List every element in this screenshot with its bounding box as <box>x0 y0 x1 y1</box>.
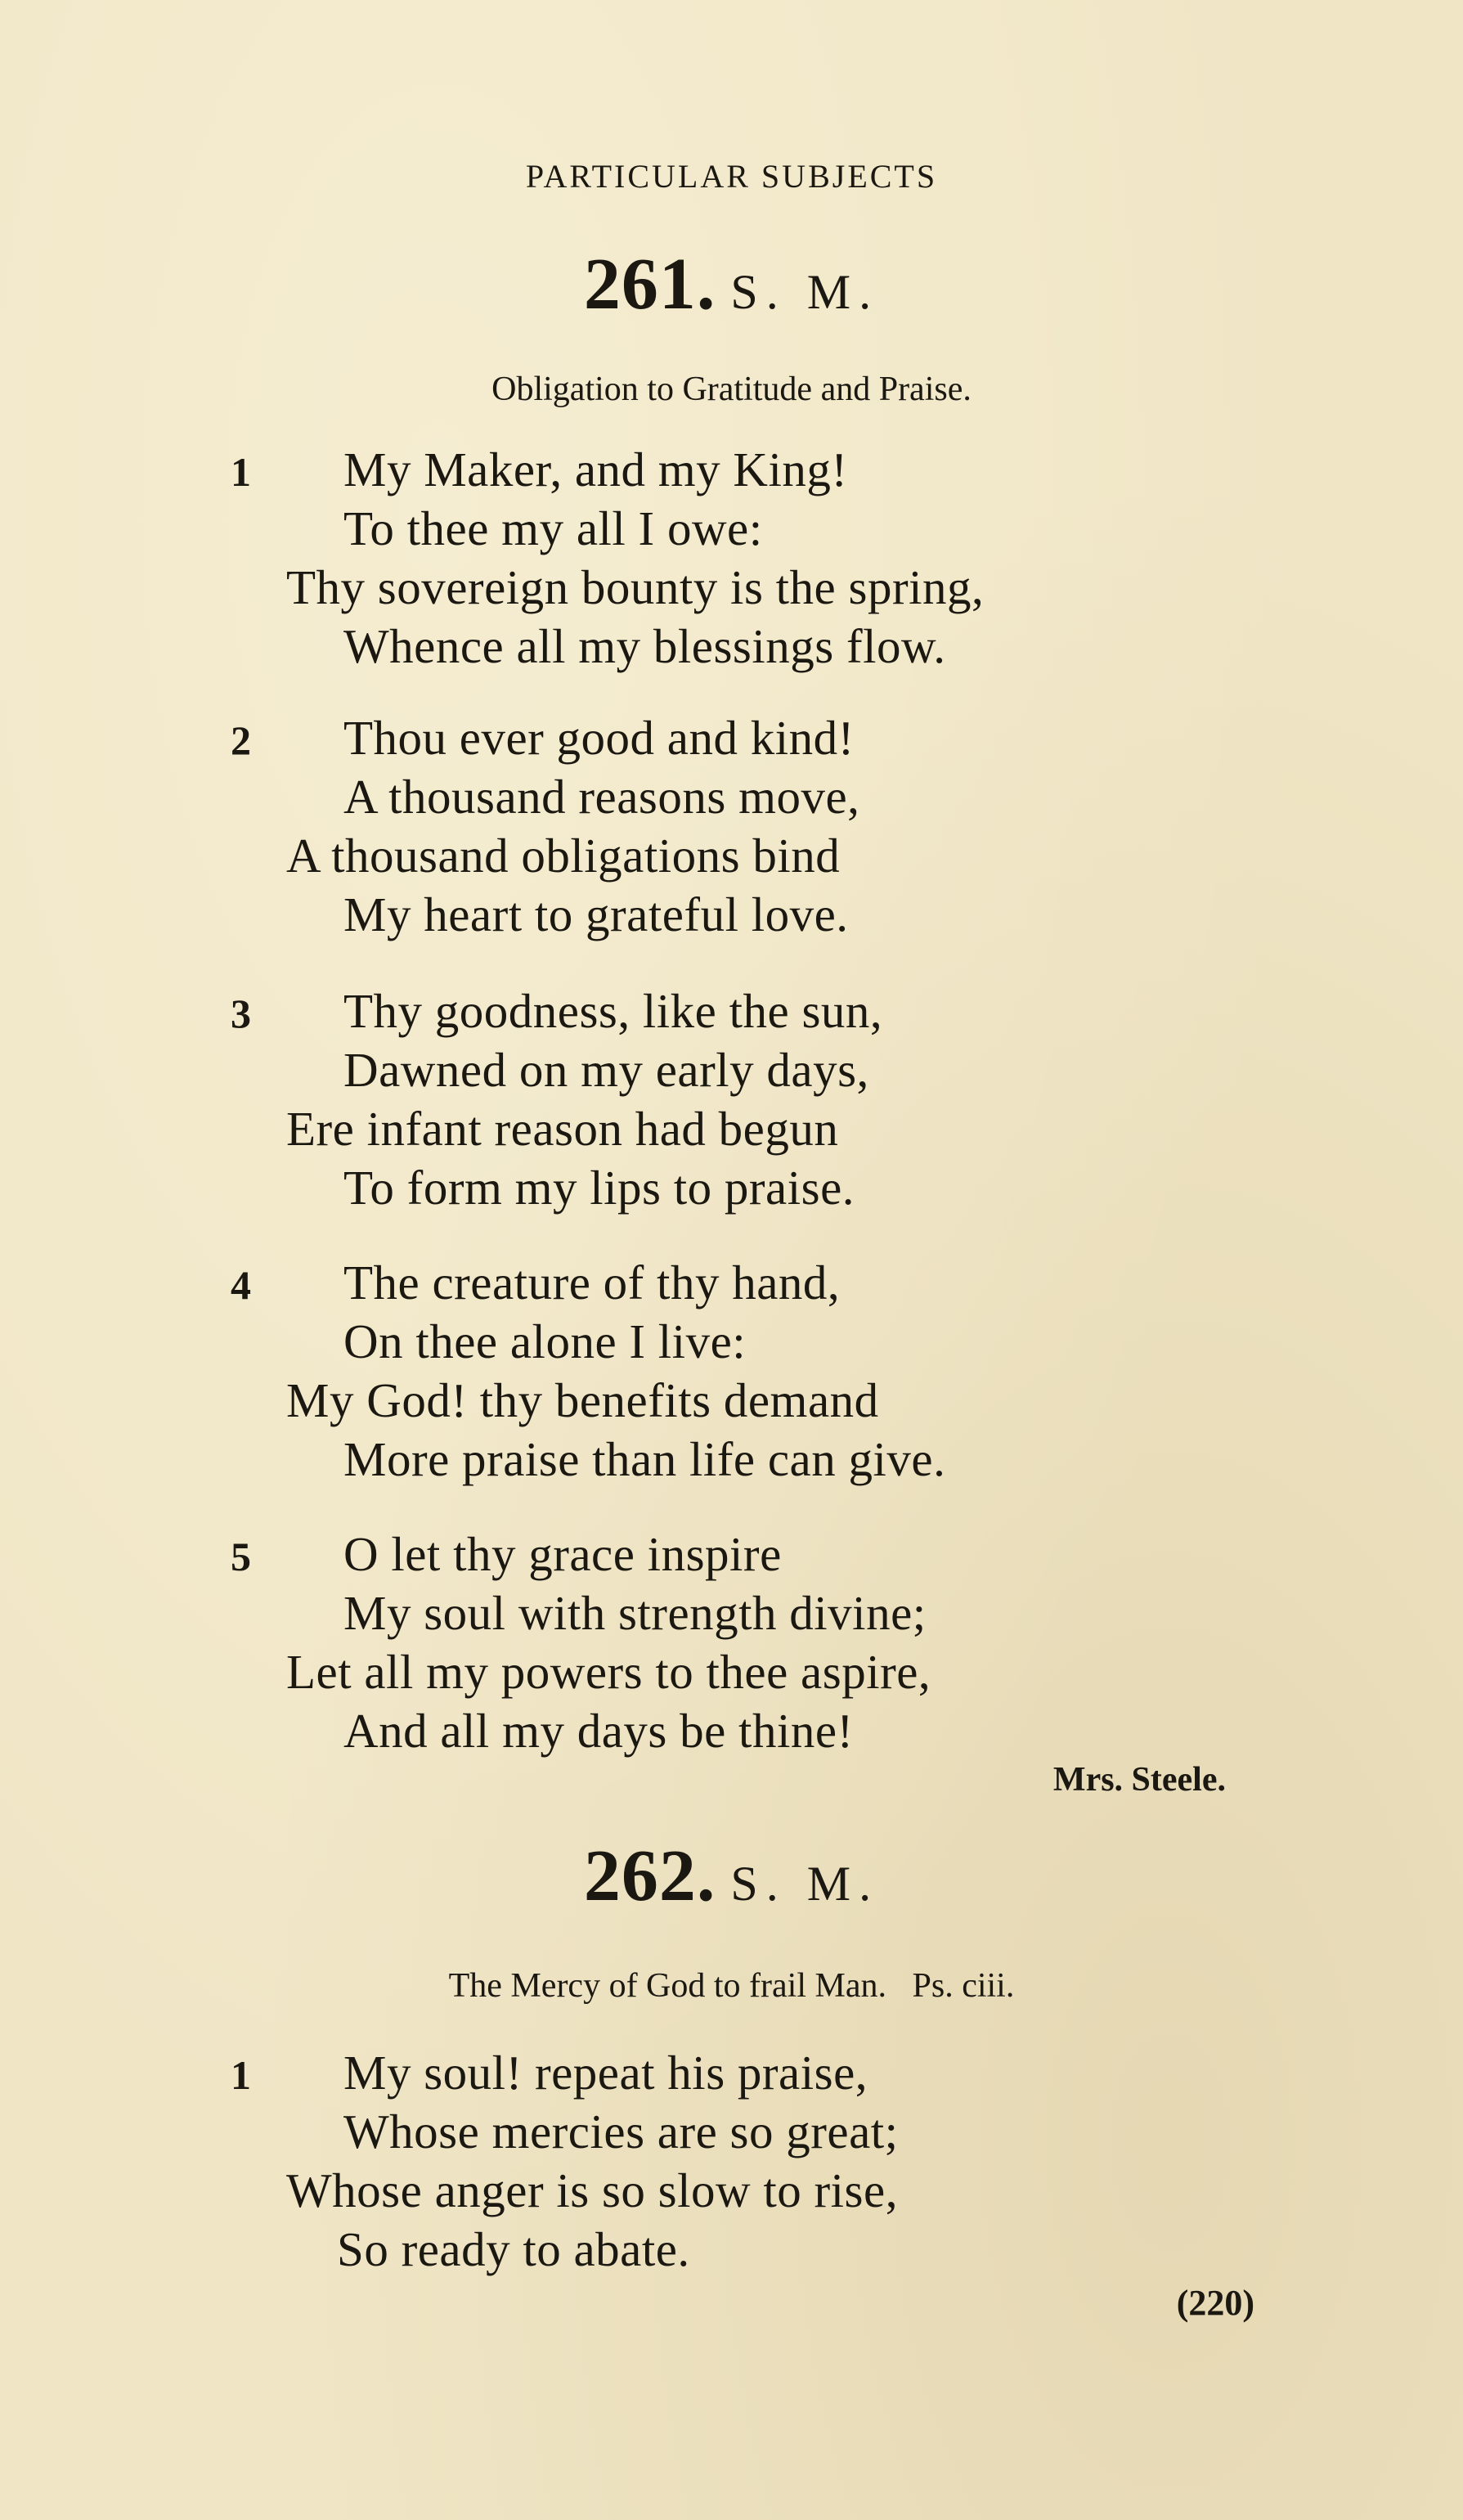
verse-line: And all my days be thine! <box>343 1704 854 1758</box>
hymn-number-text: 261. <box>583 244 716 325</box>
verse-line: Whence all my blessings flow. <box>343 619 946 673</box>
stanza-number: 5 <box>231 1534 251 1579</box>
verse-line: A thousand obligations bind <box>286 829 841 883</box>
hymn-meter: S. M. <box>730 1857 880 1911</box>
verse-line: Thy goodness, like the sun, <box>343 984 883 1038</box>
verse-line: The creature of thy hand, <box>343 1256 841 1309</box>
verse-line: To thee my all I owe: <box>343 501 763 555</box>
verse-line: A thousand reasons move, <box>343 770 860 824</box>
page-number: (220) <box>1176 2283 1254 2323</box>
verse-line: So ready to abate. <box>337 2222 690 2276</box>
verse-line: Thy sovereign bounty is the spring, <box>286 560 985 614</box>
hymn-261-author: Mrs. Steele. <box>1052 1761 1226 1799</box>
hymn-meter: S. M. <box>730 265 880 319</box>
verse-line: Dawned on my early days, <box>343 1043 869 1097</box>
verse-line: O let thy grace inspire <box>343 1527 782 1581</box>
verse-line: Let all my powers to thee aspire, <box>286 1645 931 1699</box>
verse-line: More praise than life can give. <box>343 1432 946 1486</box>
verse-line: Ere infant reason had begun <box>286 1102 839 1156</box>
hymn-number-text: 262. <box>583 1835 716 1916</box>
stanza-number: 1 <box>231 449 251 495</box>
verse-line: Whose mercies are so great; <box>343 2104 899 2158</box>
hymn-262-subject: The Mercy of God to frail Man. Ps. ciii. <box>448 1967 1015 2005</box>
verse-line: My soul with strength divine; <box>343 1586 927 1640</box>
hymn-261-subject: Obligation to Gratitude and Praise. <box>491 371 972 408</box>
verse-line: My God! thy benefits demand <box>286 1373 879 1427</box>
stanza-number: 4 <box>231 1262 251 1308</box>
stanza-number: 2 <box>231 717 251 763</box>
verse-line: Thou ever good and kind! <box>343 711 855 765</box>
stanza-number: 1 <box>231 2052 251 2098</box>
verse-line: On thee alone I live: <box>343 1314 747 1368</box>
verse-line: My heart to grateful love. <box>343 887 849 941</box>
hymn-261-number <box>0 242 1463 326</box>
hymn-262-number <box>0 1834 1463 1918</box>
stanza-number: 3 <box>231 990 251 1036</box>
verse-line: My soul! repeat his praise, <box>343 2046 868 2100</box>
running-head: PARTICULAR SUBJECTS <box>525 158 938 195</box>
verse-line: My Maker, and my King! <box>343 442 848 496</box>
verse-line: Whose anger is so slow to rise, <box>286 2163 898 2217</box>
verse-line: To form my lips to praise. <box>343 1161 855 1215</box>
